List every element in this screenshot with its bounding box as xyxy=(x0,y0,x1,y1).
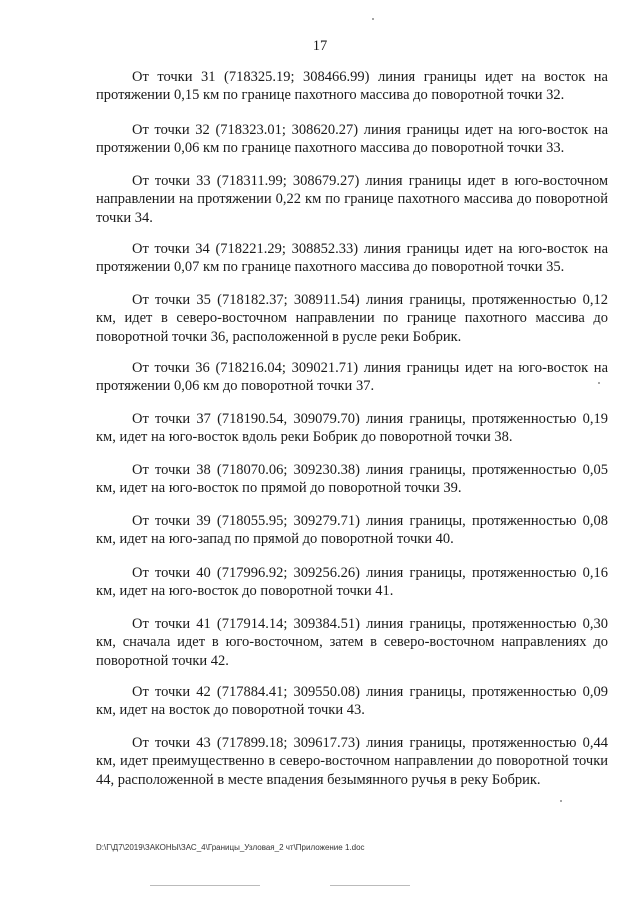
scan-speck xyxy=(598,382,600,384)
paragraph-point-33: От точки 33 (718311.99; 308679.27) линия границы идет в юго-восточном направлении на протяжении 0,22 км по границе пахотного массива до поворотной точки 34. xyxy=(96,173,608,226)
paragraph-point-32: От точки 32 (718323.01; 308620.27) линия границы идет на юго-восток на протяжении 0,06 км по границе пахотного массива до поворотной точки 33. xyxy=(96,122,608,157)
paragraph-point-38: От точки 38 (718070.06; 309230.38) линия границы, протяженностью 0,05 км, идет на юго-восток по прямой до поворотной точки 39. xyxy=(96,462,608,497)
paragraph-point-43: От точки 43 (717899.18; 309617.73) линия границы, протяженностью 0,44 км, идет преимущественно в северо-восточном направлении до поворотной точки 44, расположенной в месте впадения безымянного ручья в реку Бобрик. xyxy=(96,735,608,788)
paragraph-point-40: От точки 40 (717996.92; 309256.26) линия границы, протяженностью 0,16 км, идет на юго-восток до поворотной точки 41. xyxy=(96,565,608,600)
scan-artifact-line xyxy=(150,885,260,886)
page-number: 17 xyxy=(312,38,328,54)
file-path-footer: D:\Г\Д7\2019\ЗАКОНЫ\ЗАС_4\Границы_Узловая_2 чт\Приложение 1.doc xyxy=(96,843,365,852)
paragraph-point-41: От точки 41 (717914.14; 309384.51) линия границы, протяженностью 0,30 км, сначала идет в юго-восточном, затем в северо-восточном направлениях до поворотной точки 42. xyxy=(96,616,608,669)
paragraph-point-36: От точки 36 (718216.04; 309021.71) линия границы идет на юго-восток на протяжении 0,06 км до поворотной точки 37. xyxy=(96,360,608,395)
scan-speck xyxy=(372,18,374,20)
paragraph-point-42: От точки 42 (717884.41; 309550.08) линия границы, протяженностью 0,09 км, идет на восток до поворотной точки 43. xyxy=(96,684,608,719)
paragraph-point-35: От точки 35 (718182.37; 308911.54) линия границы, протяженностью 0,12 км, идет в северо-восточном направлении по границе пахотного массива до поворотной точки 36, расположенной в русле реки Бобрик. xyxy=(96,292,608,345)
paragraph-point-37: От точки 37 (718190.54, 309079.70) линия границы, протяженностью 0,19 км, идет на юго-восток вдоль реки Бобрик до поворотной точки 38. xyxy=(96,411,608,446)
scan-speck xyxy=(560,800,562,802)
paragraph-point-31: От точки 31 (718325.19; 308466.99) линия границы идет на восток на протяжении 0,15 км по границе пахотного массива до поворотной точки 32. xyxy=(96,69,608,104)
paragraph-point-34: От точки 34 (718221.29; 308852.33) линия границы идет на юго-восток на протяжении 0,07 км по границе пахотного массива до поворотной точки 35. xyxy=(96,241,608,276)
scan-artifact-line xyxy=(330,885,410,886)
paragraph-point-39: От точки 39 (718055.95; 309279.71) линия границы, протяженностью 0,08 км, идет на юго-запад по прямой до поворотной точки 40. xyxy=(96,513,608,548)
